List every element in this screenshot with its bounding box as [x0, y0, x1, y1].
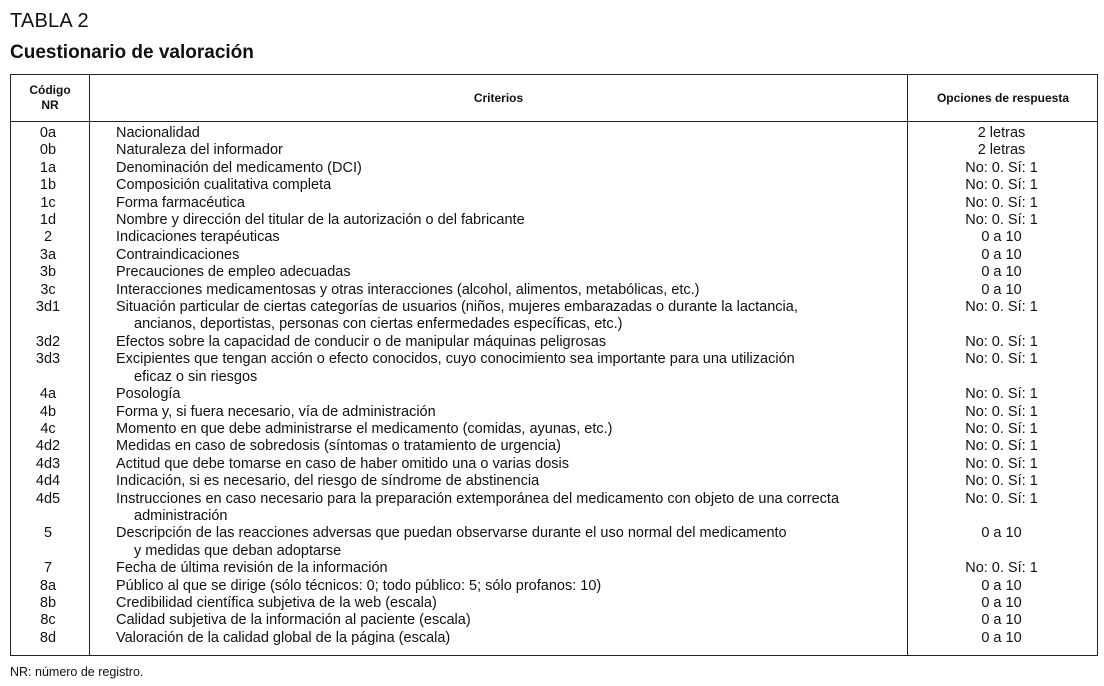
table-row [11, 195, 1097, 212]
table-body [11, 125, 1097, 647]
row-criterion: Descripción de las reacciones adversas que puedan observarse durante el uso normal del medicamento [116, 525, 787, 542]
row-criterion-cell [116, 491, 906, 526]
header-code-line2: NR [41, 98, 59, 112]
table-row [11, 282, 1097, 299]
footnote: NR: número de registro. [10, 665, 144, 679]
row-criterion: Denominación del medicamento (DCI) [116, 159, 362, 176]
row-criterion-cell [116, 404, 906, 421]
table-row [11, 160, 1097, 177]
table-row [11, 438, 1097, 455]
table-row [11, 264, 1097, 281]
row-option: No: 0. Sí: 1 [965, 177, 1038, 194]
table-row [11, 456, 1097, 473]
row-code: 1b [39, 177, 57, 194]
row-criterion-cell [116, 351, 906, 386]
row-criterion-cell [116, 142, 906, 159]
row-option: 0 a 10 [981, 229, 1022, 246]
row-criterion: Valoración de la calidad global de la página (escala) [116, 629, 451, 646]
row-criterion-cell [116, 125, 906, 142]
table-row [11, 595, 1097, 612]
row-criterion: Excipientes que tengan acción o efecto conocidos, cuyo conocimiento sea importante para una utilización [116, 351, 795, 368]
row-criterion-cell [116, 456, 906, 473]
row-criterion: Indicaciones terapéuticas [116, 229, 280, 246]
row-criterion: Fecha de última revisión de la información [116, 560, 388, 577]
row-code: 4c [40, 420, 56, 437]
header-options: Opciones de respuesta [936, 90, 1070, 105]
row-criterion: Nombre y dirección del titular de la autorización o del fabricante [116, 212, 525, 229]
row-option: No: 0. Sí: 1 [965, 386, 1038, 403]
row-option: 0 a 10 [981, 246, 1022, 263]
row-criterion: Forma farmacéutica [116, 194, 245, 211]
table-row [11, 299, 1097, 334]
row-criterion: Precauciones de empleo adecuadas [116, 264, 351, 281]
row-code: 3d2 [35, 333, 61, 350]
row-option: No: 0. Sí: 1 [965, 299, 1038, 316]
row-code: 8d [39, 629, 57, 646]
row-option: 0 a 10 [981, 264, 1022, 281]
row-criterion-continuation: eficaz o sin riesgos [134, 368, 258, 385]
row-option: No: 0. Sí: 1 [965, 351, 1038, 368]
row-code: 4a [39, 386, 57, 403]
row-option: 0 a 10 [981, 525, 1022, 542]
row-criterion-cell [116, 473, 906, 490]
row-criterion: Efectos sobre la capacidad de conducir o de manipular máquinas peligrosas [116, 333, 607, 350]
row-criterion-cell [116, 160, 906, 177]
row-criterion: Forma y, si fuera necesario, vía de administración [116, 403, 436, 420]
row-criterion: Público al que se dirige (sólo técnicos: 0; todo público: 5; sólo profanos: 10) [116, 577, 602, 594]
table-row [11, 421, 1097, 438]
row-code: 0a [39, 125, 57, 141]
row-option: 0 a 10 [981, 612, 1022, 629]
row-option: No: 0. Sí: 1 [965, 473, 1038, 490]
row-criterion-cell [116, 595, 906, 612]
row-code: 0b [39, 142, 57, 159]
table-title: Cuestionario de valoración [10, 42, 254, 63]
row-code: 8b [39, 594, 57, 611]
row-criterion-cell [116, 438, 906, 455]
row-criterion-cell [116, 612, 906, 629]
row-criterion: Calidad subjetiva de la información al paciente (escala) [116, 612, 471, 629]
row-criterion: Interacciones medicamentosas y otras interacciones (alcohol, alimentos, metabólicas, etc.) [116, 281, 700, 298]
row-criterion: Naturaleza del informador [116, 142, 283, 159]
row-criterion-cell [116, 578, 906, 595]
row-criterion: Momento en que debe administrarse el medicamento (comidas, ayunas, etc.) [116, 420, 613, 437]
row-criterion-cell [116, 560, 906, 577]
row-code: 4d2 [35, 438, 61, 455]
table-row [11, 630, 1097, 647]
row-code: 3d1 [35, 299, 61, 316]
row-code: 3b [39, 264, 57, 281]
table-label: TABLA 2 [10, 10, 89, 32]
header-code [11, 75, 89, 121]
table-row [11, 612, 1097, 629]
row-code: 1a [39, 159, 57, 176]
row-criterion-cell [116, 212, 906, 229]
row-option: No: 0. Sí: 1 [965, 333, 1038, 350]
row-option: 0 a 10 [981, 577, 1022, 594]
row-code: 3c [40, 281, 56, 298]
row-option: No: 0. Sí: 1 [965, 420, 1038, 437]
row-criterion-cell [116, 264, 906, 281]
row-criterion-cell [116, 525, 906, 560]
row-code: 1c [40, 194, 56, 211]
row-option: No: 0. Sí: 1 [965, 438, 1038, 455]
row-criterion-continuation: ancianos, deportistas, personas con ciertas enfermedades específicas, etc.) [134, 316, 623, 333]
row-option: No: 0. Sí: 1 [965, 455, 1038, 472]
row-criterion: Contraindicaciones [116, 246, 240, 263]
table-row [11, 177, 1097, 194]
row-option: No: 0. Sí: 1 [965, 490, 1038, 507]
row-code: 2 [43, 229, 53, 246]
table-row [11, 560, 1097, 577]
row-criterion-cell [116, 299, 906, 334]
row-option: No: 0. Sí: 1 [965, 212, 1038, 229]
table-row [11, 491, 1097, 526]
row-option: No: 0. Sí: 1 [965, 159, 1038, 176]
row-code: 3a [39, 246, 57, 263]
table-row [11, 578, 1097, 595]
table-row [11, 473, 1097, 490]
row-criterion-cell [116, 247, 906, 264]
table-row [11, 351, 1097, 386]
table-row [11, 125, 1097, 142]
table-row [11, 142, 1097, 159]
table-row [11, 247, 1097, 264]
row-code: 7 [43, 560, 53, 577]
row-code: 8a [39, 577, 57, 594]
row-criterion: Actitud que debe tomarse en caso de haber omitido una o varias dosis [116, 455, 569, 472]
row-criterion: Medidas en caso de sobredosis (síntomas o tratamiento de urgencia) [116, 438, 561, 455]
row-criterion: Posología [116, 386, 181, 403]
row-criterion: Nacionalidad [116, 125, 200, 141]
header-criteria: Criterios [473, 90, 524, 105]
row-criterion: Indicación, si es necesario, del riesgo de síndrome de abstinencia [116, 473, 540, 490]
row-criterion-cell [116, 177, 906, 194]
header-code-line1: Código [29, 83, 71, 97]
row-code: 8c [40, 612, 56, 629]
table-row [11, 212, 1097, 229]
row-option: 0 a 10 [981, 594, 1022, 611]
table-row [11, 229, 1097, 246]
row-criterion: Composición cualitativa completa [116, 177, 332, 194]
table-row [11, 386, 1097, 403]
row-criterion-cell [116, 630, 906, 647]
row-criterion-cell [116, 386, 906, 403]
row-code: 5 [43, 525, 53, 542]
row-code: 4d5 [35, 490, 61, 507]
table-frame [10, 74, 1098, 656]
row-option: 0 a 10 [981, 629, 1022, 646]
header-divider [11, 121, 1097, 122]
row-criterion: Instrucciones en caso necesario para la preparación extemporánea del medicamento con objeto de una correcta [116, 490, 840, 507]
row-code: 4d3 [35, 455, 61, 472]
table-row [11, 334, 1097, 351]
row-criterion: Situación particular de ciertas categorías de usuarios (niños, mujeres embarazadas o durante la lactancia, [116, 299, 798, 316]
row-criterion-cell [116, 229, 906, 246]
row-code: 4d4 [35, 473, 61, 490]
row-option: 0 a 10 [981, 281, 1022, 298]
row-criterion: Credibilidad científica subjetiva de la web (escala) [116, 594, 437, 611]
row-criterion-cell [116, 195, 906, 212]
row-criterion-cell [116, 421, 906, 438]
row-option: 2 letras [977, 142, 1026, 159]
row-code: 3d3 [35, 351, 61, 368]
row-option: No: 0. Sí: 1 [965, 403, 1038, 420]
table-row [11, 525, 1097, 560]
row-criterion-continuation: y medidas que deban adoptarse [134, 542, 342, 559]
row-option: No: 0. Sí: 1 [965, 194, 1038, 211]
row-criterion-cell [116, 334, 906, 351]
row-criterion-continuation: administración [134, 507, 228, 524]
row-option: No: 0. Sí: 1 [965, 560, 1038, 577]
row-code: 1d [39, 212, 57, 229]
row-option: 2 letras [977, 125, 1026, 141]
row-code: 4b [39, 403, 57, 420]
row-criterion-cell [116, 282, 906, 299]
table-row [11, 404, 1097, 421]
